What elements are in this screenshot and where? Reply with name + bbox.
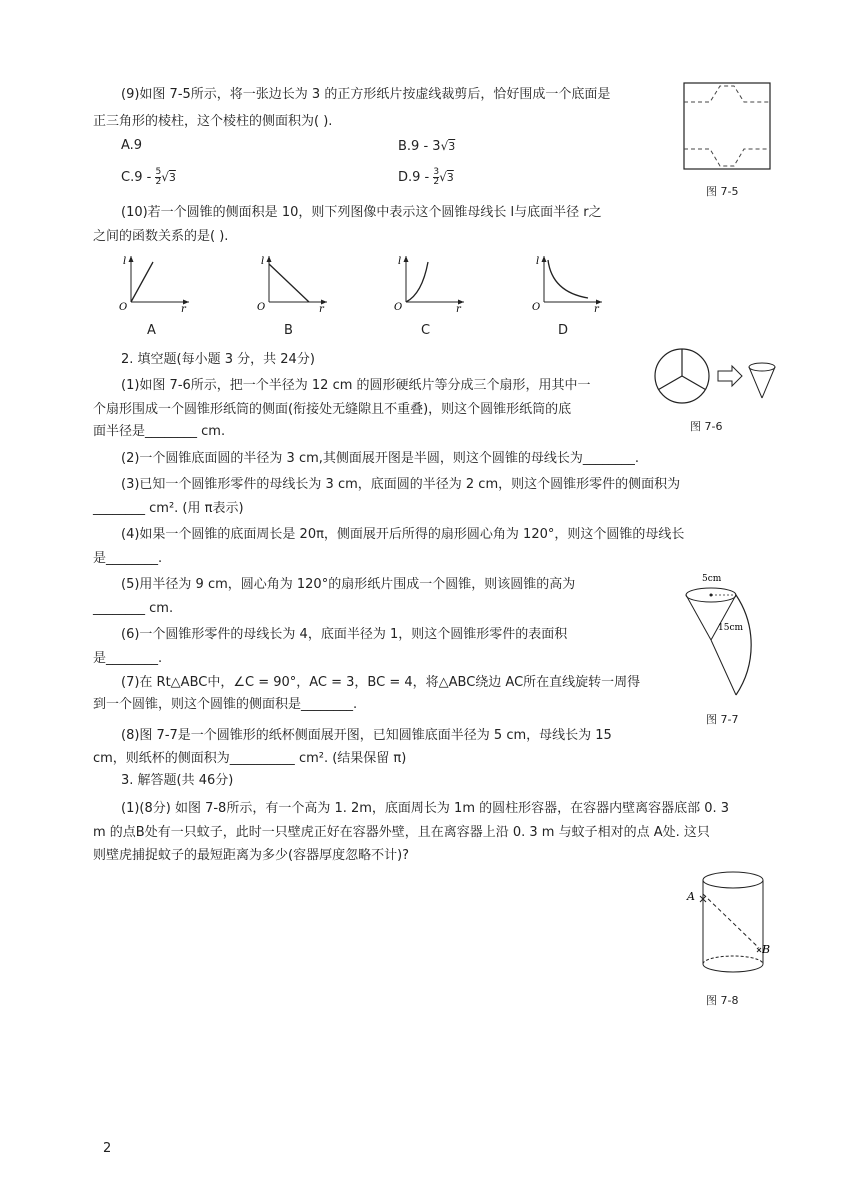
q9-option-d (398, 168, 454, 187)
figure-7-5-square (683, 82, 771, 170)
origin-label: O (257, 302, 266, 313)
figure-7-6 (652, 346, 780, 408)
figure-7-8-caption: 图 7-8 (706, 994, 739, 1007)
s2-q7-line2: 到一个圆锥，则这个圆锥的侧面积是________. (93, 697, 358, 712)
origin-label: O (394, 302, 403, 313)
s2-q1-line3: 面半径是________ cm. (93, 424, 226, 439)
s2-q6-line1: (6)一个圆锥形零件的母线长为 4，底面半径为 1，则这个圆锥形零件的表面积 (121, 627, 568, 642)
figure-7-6-caption: 图 7-6 (690, 420, 723, 433)
graph-c-label: C (421, 323, 431, 338)
point-b-label: B (762, 943, 771, 956)
s2-q5-line1: (5)用半径为 9 cm，圆心角为 120°的扇形纸片围成一个圆锥，则该圆锥的高为 (121, 577, 576, 592)
q10-line1: (10)若一个圆锥的侧面积是 10，则下列图像中表示这个圆锥母线长 l与底面半径 r之 (121, 205, 602, 220)
s3-q1-line3: 则壁虎捕捉蚊子的最短距离为多少(容器厚度忽略不计)? (93, 848, 410, 863)
section-3-heading: 3. 解答题(共 46分) (121, 773, 234, 788)
fig77-radius-label: 5cm (702, 574, 722, 584)
graph-b-label: B (284, 323, 293, 338)
q10-line2: 之间的函数关系的是( ). (93, 229, 229, 244)
origin-label: O (119, 302, 128, 313)
sqrt-arg: 3 (446, 171, 454, 184)
axis-y-label: l (398, 256, 402, 267)
q9-option-a: A.9 (121, 138, 143, 153)
axis-x-label: r (181, 304, 186, 314)
q9-line2: 正三角形的棱柱，这个棱柱的侧面积为( ). (93, 114, 333, 129)
q9-option-c-text: C.9 - (121, 170, 152, 185)
axis-y-label: l (536, 256, 540, 267)
axis-x-label: r (319, 304, 324, 314)
axis-y-label: l (123, 256, 127, 267)
q9-option-b-text: B.9 - 3 (398, 139, 441, 154)
figure-7-5-caption: 图 7-5 (706, 185, 739, 198)
point-a-label: A (687, 890, 695, 903)
sqrt-symbol: √ (439, 170, 447, 184)
graph-a-label: A (147, 323, 156, 338)
s2-q1-line1: (1)如图 7-6所示，把一个半径为 12 cm 的圆形硬纸片等分成三个扇形，用其中一 (121, 378, 591, 393)
sqrt-symbol: √ (440, 139, 449, 153)
page-number: 2 (103, 1141, 112, 1156)
graph-a (117, 252, 195, 314)
numerator: 5 (155, 167, 162, 177)
q9-line1: (9)如图 7-5所示，将一张边长为 3 的正方形纸片按虚线裁剪后，恰好围成一个底面是 (121, 87, 611, 102)
s2-q5-line2: ________ cm. (93, 601, 174, 616)
q9-option-b (398, 137, 455, 156)
sqrt-arg: 3 (168, 171, 176, 184)
s2-q3-line1: (3)已知一个圆锥形零件的母线长为 3 cm，底面圆的半径为 2 cm，则这个圆锥形零件的侧面积为 (121, 477, 681, 492)
section-2-heading: 2. 填空题(每小题 3 分，共 24分) (121, 352, 315, 367)
s2-q8-line1: (8)图 7-7是一个圆锥形的纸杯侧面展开图，已知圆锥底面半径为 5 cm，母线长为 15 (121, 728, 612, 743)
s2-q6-line2: 是________. (93, 651, 163, 666)
figure-7-8-cylinder (683, 868, 773, 980)
q9-option-d-text: D.9 - (398, 170, 430, 185)
figure-7-7-sector (684, 570, 776, 700)
graph-d-label: D (558, 323, 569, 338)
q9-option-c (121, 168, 176, 187)
graph-b (255, 252, 333, 314)
s3-q1-line2: m 的点B处有一只蚊子，此时一只壁虎正好在容器外壁，且在离容器上沿 0. 3 m 与蚊子相对的点 A处. 这只 (93, 825, 710, 840)
s2-q3-line2: ________ cm². (用 π表示) (93, 501, 244, 516)
s2-q1-line2: 个扇形围成一个圆锥形纸筒的侧面(衔接处无缝隙且不重叠)，则这个圆锥形纸筒的底 (93, 402, 572, 417)
s2-q2: (2)一个圆锥底面圆的半径为 3 cm,其侧面展开图是半圆，则这个圆锥的母线长为________. (121, 451, 640, 466)
graph-c (392, 252, 470, 314)
s2-q7-line1: (7)在 Rt△ABC中，∠C = 90°，AC = 3，BC = 4，将△ABC绕边 AC所在直线旋转一周得 (121, 675, 641, 690)
denominator: 2 (433, 177, 440, 187)
sqrt-arg: 3 (448, 140, 456, 153)
axis-y-label: l (261, 256, 265, 267)
sqrt-symbol: √ (161, 170, 169, 184)
s2-q4-line1: (4)如果一个圆锥的底面周长是 20π，侧面展开后所得的扇形圆心角为 120°，则这个圆锥的母线长 (121, 527, 685, 542)
axis-x-label: r (594, 304, 599, 314)
numerator: 3 (433, 167, 440, 177)
s2-q4-line2: 是________. (93, 551, 163, 566)
axis-x-label: r (456, 304, 461, 314)
denominator: 2 (155, 177, 162, 187)
fig77-slant-label: 15cm (718, 623, 744, 633)
figure-7-7-caption: 图 7-7 (706, 713, 739, 726)
origin-label: O (532, 302, 541, 313)
s3-q1-line1: (1)(8分) 如图 7-8所示，有一个高为 1. 2m，底面周长为 1m 的圆柱形容器，在容器内壁离容器底部 0. 3 (121, 801, 730, 816)
s2-q8-line2: cm，则纸杯的侧面积为__________ cm². (结果保留 π) (93, 751, 407, 766)
graph-d (530, 252, 608, 314)
